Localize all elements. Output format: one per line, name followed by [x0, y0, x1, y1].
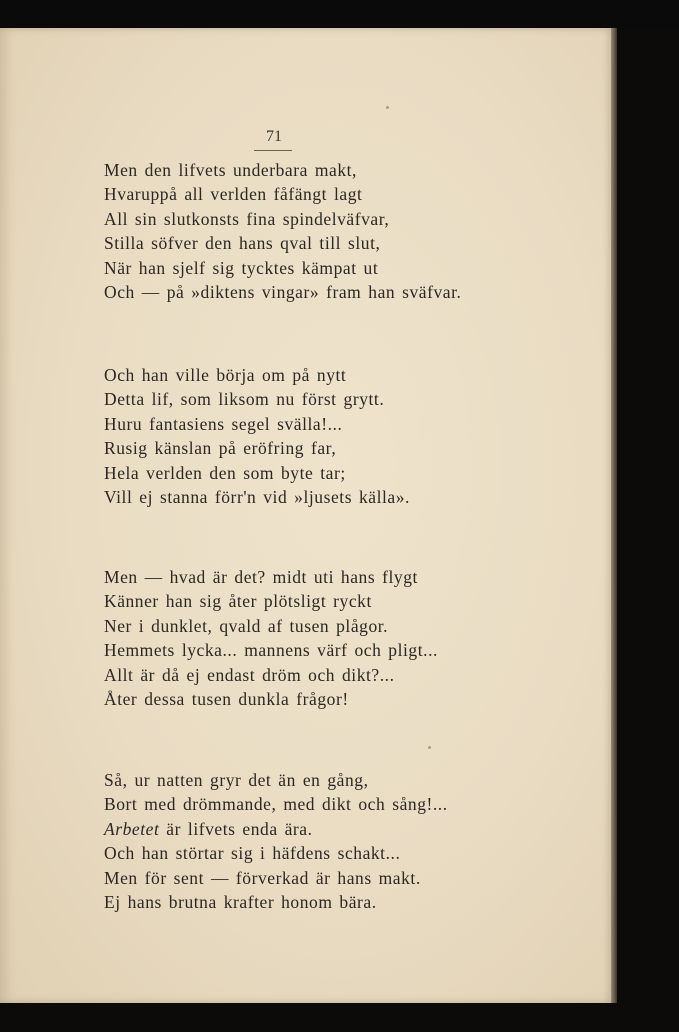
poem-line: Och — på »diktens vingar» fram han sväfvar.: [104, 281, 462, 302]
poem-line: Rusig känslan på eröfring far,: [104, 438, 337, 459]
line-rest: är lifvets enda ära.: [166, 818, 313, 839]
poem-line: All sin slutkonsts fina spindelväfvar,: [104, 208, 390, 229]
poem-line: Bort med drömmande, med dikt och sång!...: [104, 794, 448, 815]
poem-line: Och han ville börja om på nytt: [104, 365, 347, 385]
poem-line: Hemmets lycka... mannens värf och pligt...: [104, 640, 438, 661]
poem-line: Men för sent — förverkad är hans makt.: [104, 867, 421, 888]
stanza-4: [104, 768, 448, 914]
stanza-1: [104, 158, 461, 304]
poem-line: Detta lif, som liksom nu först grytt.: [104, 389, 385, 410]
poem-line: Stilla söfver den hans qval till slut,: [104, 233, 381, 254]
poem-line: [104, 817, 448, 841]
poem-line: Hvaruppå all verlden fåfängt lagt: [104, 184, 363, 205]
book-page: [0, 28, 611, 1003]
scan-background: [0, 0, 679, 30]
stanza-2: [104, 363, 410, 509]
page-number: 71: [266, 128, 282, 145]
poem-line: Men — hvad är det? midt uti hans flygt: [104, 567, 418, 587]
poem-line: Hela verlden den som byte tar;: [104, 462, 346, 483]
poem-line: När han sjelf sig tycktes kämpat ut: [104, 257, 379, 278]
page-number-rule: [254, 150, 292, 151]
emphasized-word: Arbetet: [104, 818, 160, 839]
poem-line: Men den lifvets underbara makt,: [104, 160, 357, 180]
poem-line: Allt är då ej endast dröm och dikt?...: [104, 664, 395, 685]
poem-line: Åter dessa tusen dunkla frågor!: [104, 688, 349, 709]
paper-speck: [386, 106, 389, 109]
stanza-3: [104, 565, 438, 711]
poem-line: Ej hans brutna krafter honom bära.: [104, 891, 377, 912]
paper-speck: [428, 746, 431, 749]
poem-line: Känner han sig åter plötsligt ryckt: [104, 591, 372, 612]
page-edge-shadow: [611, 28, 617, 1003]
poem-line: Och han störtar sig i häfdens schakt...: [104, 843, 401, 864]
poem-line: Så, ur natten gryr det än en gång,: [104, 770, 369, 790]
poem-line: Vill ej stanna förr'n vid »ljusets källa».: [104, 486, 410, 507]
poem-line: Huru fantasiens segel svälla!...: [104, 413, 343, 434]
poem-line: Ner i dunklet, qvald af tusen plågor.: [104, 615, 389, 636]
